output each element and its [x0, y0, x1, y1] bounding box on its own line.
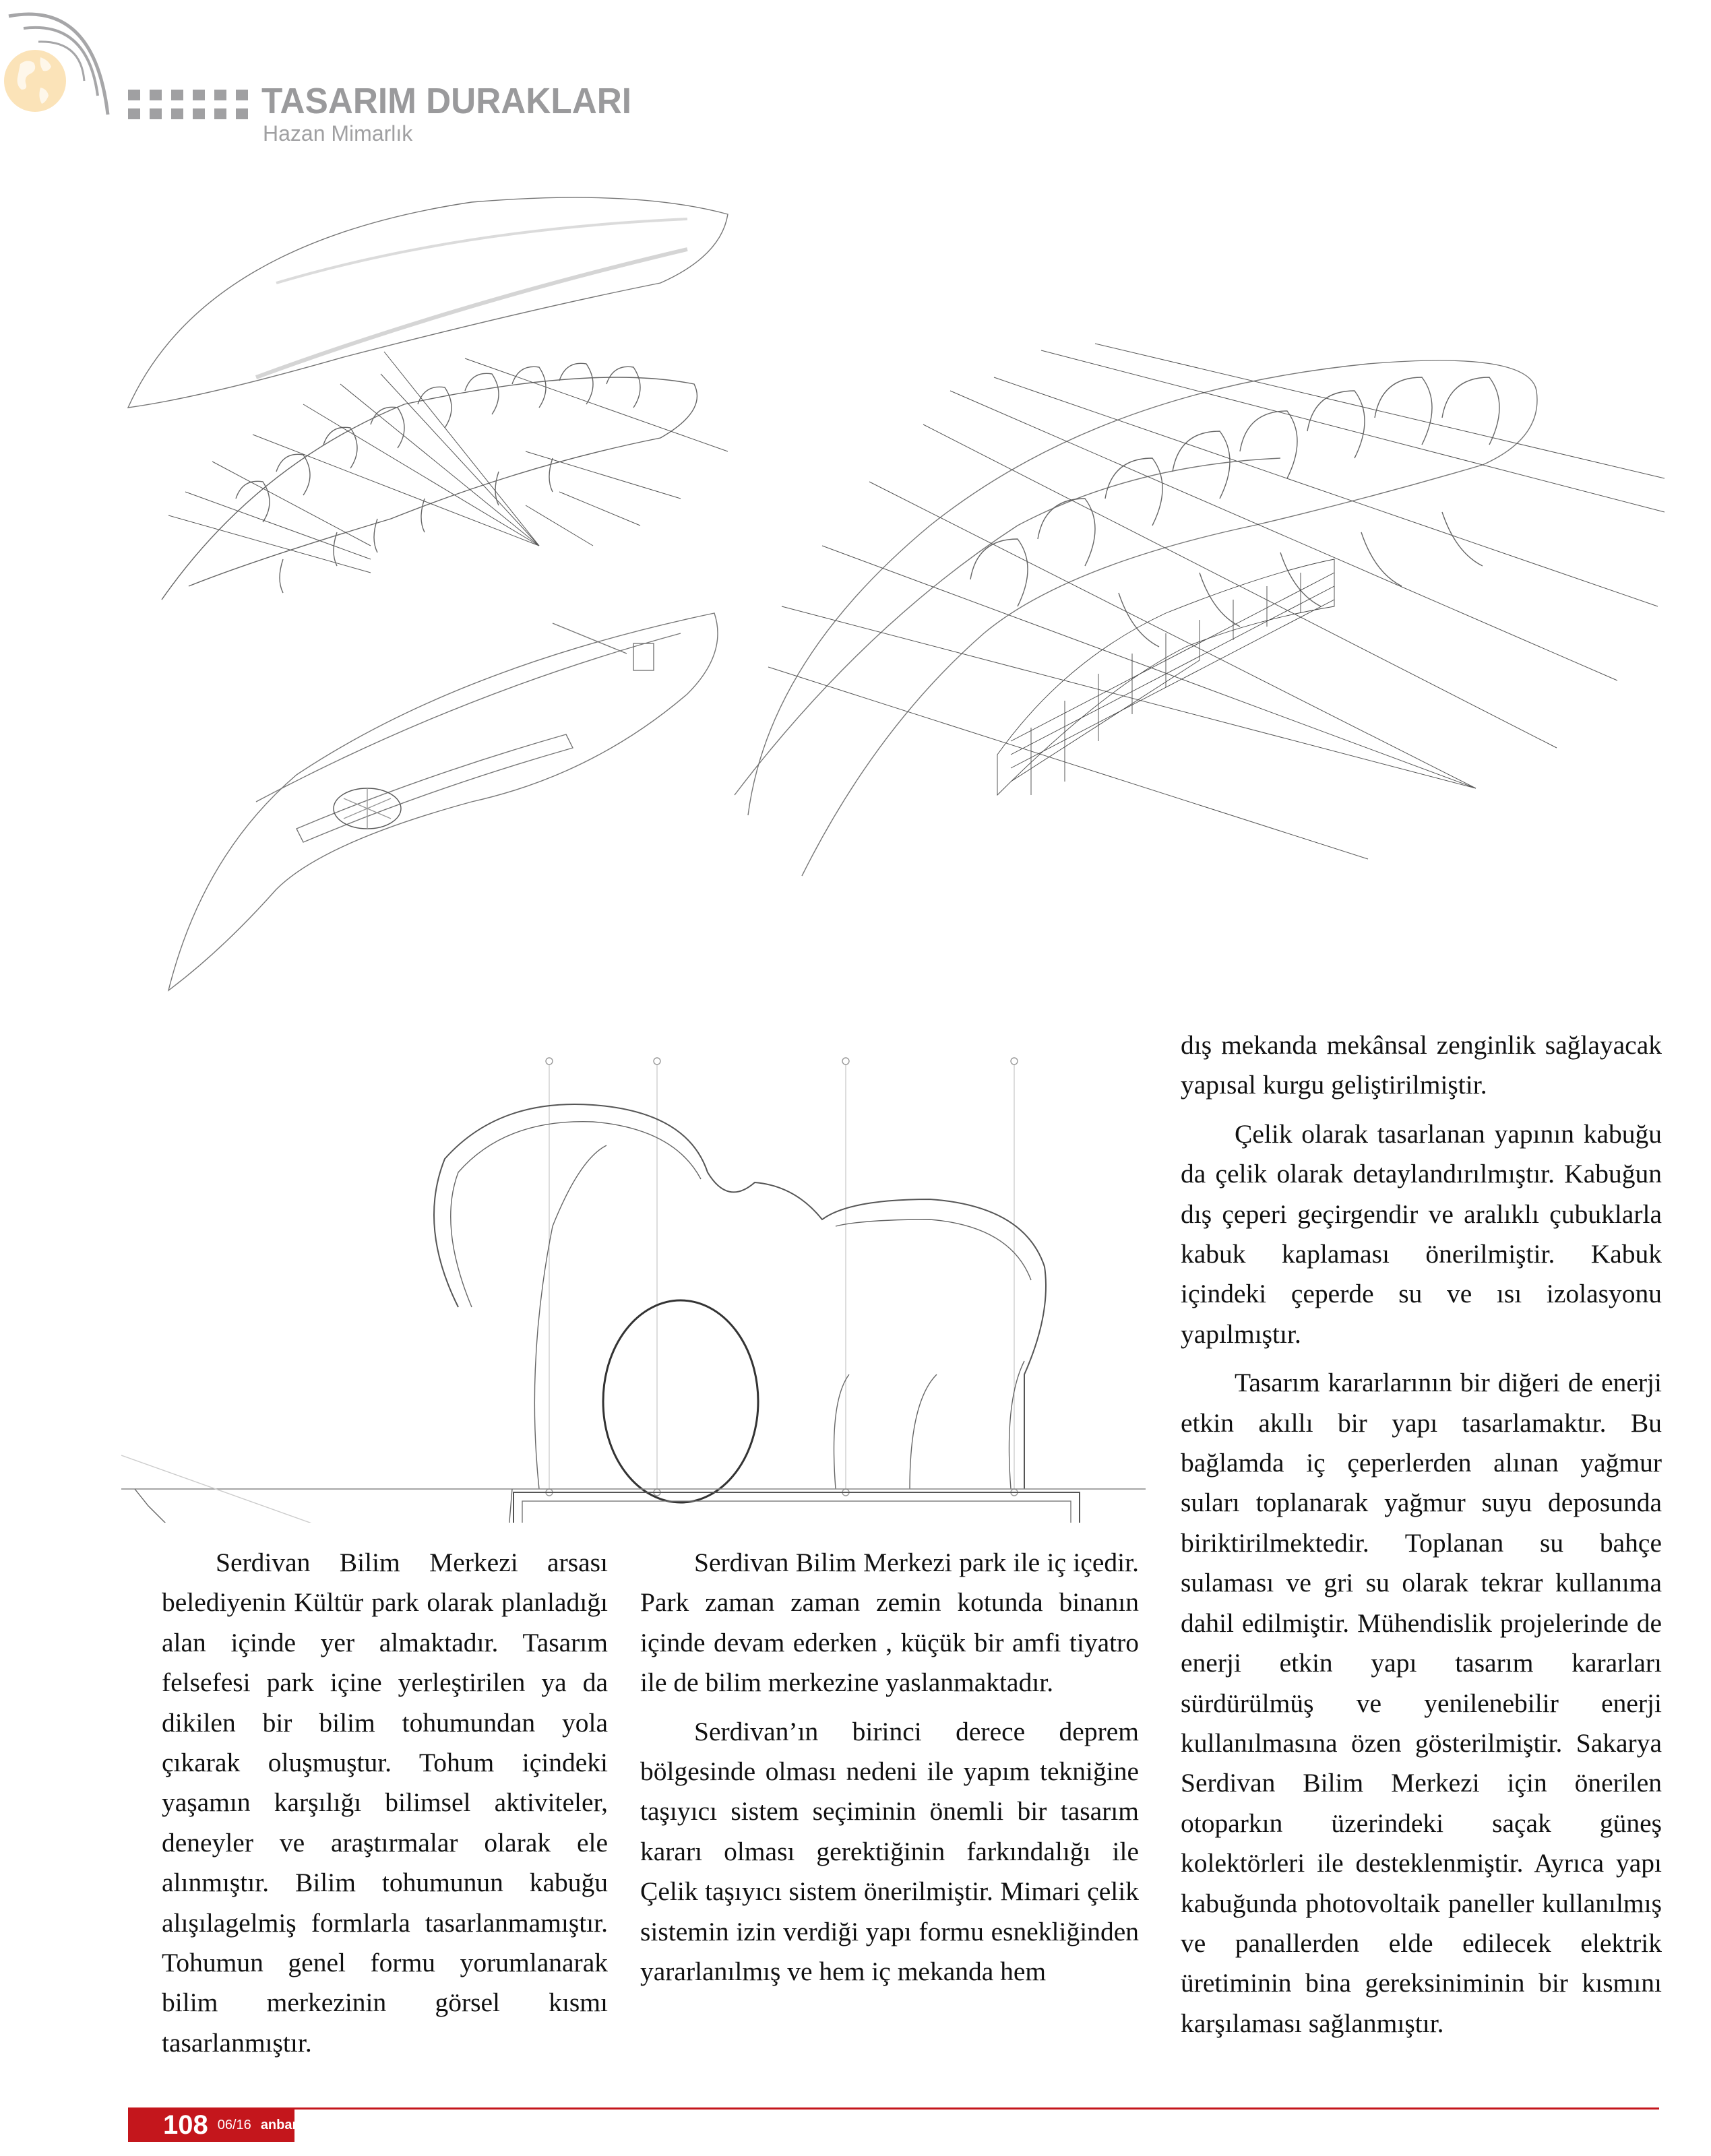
article-column-2 [640, 1543, 1139, 1992]
article-column-1 [162, 1543, 608, 2063]
issue-label: 06/16 [217, 2117, 251, 2132]
page-number: 108 [163, 2110, 208, 2140]
paragraph: Tasarım kararlarının bir diğeri de enerji etkin akıllı bir yapı tasarlamaktır. Bu bağlamda iç çeperlerden alınan yağmur suları toplanarak yağmur suyu deposunda biriktirilmektedir. Toplanan su bahçe sulaması ve gri su olarak tekrar kullanıma dahil edilmiştir. Mühendislik projelerinde de enerji etkin yapı tasarım kararları sürdürülmüş ve yenilenebilir enerji kullanılmasına özen gösterilmiştir. Sakarya Serdivan Bilim Merkezi için önerilen otoparkın üzerindeki saçak güneş kolektörleri ile desteklenmiştir. Ayrıca yapı kabuğunda photovoltaik paneller kullanılmış ve panallerden elde edilecek elektrik üretiminin bina gereksiniminin bir kısmını karşılaması sağlanmıştır. [1181, 1368, 1662, 2038]
globe-with-signal-arcs-icon [0, 0, 121, 121]
logo [0, 0, 121, 121]
section-subtitle: Hazan Mimarlık [263, 121, 413, 146]
paragraph: Serdivan’ın birinci derece deprem bölgesinde olması nedeni ile yapım tekniğine taşıyıcı sistem seçiminin önemli bir tasarım kararı olması gerektiğinin farkındalığı ile Çelik taşıyıcı sistem önerilmiştir. Mimari çelik sistemin izin verdiği yapı formu esnekliğinden yararlanılmış ve hem iç mekanda hem [640, 1716, 1139, 1987]
paragraph: Serdivan Bilim Merkezi arsası belediyenin Kültür park olarak planladığı alan içinde yer almaktadır. Tasarım felsefesi park içine yerleştirilen ya da dikilen bir bilim tohumundan yola çıkarak oluşmuştur. Tohum içindeki yaşamın karşılığı bilimsel aktiviteler, deneyler ve araştırmalar olarak ele alınmıştır. Bilim tohumunun kabuğu alışılagelmiş formlarla tasarlanmamıştır. Tohumun genel formu yorumlanarak bilim merkezinin görsel kısmı tasarlanmıştır. [162, 1548, 608, 2058]
paragraph: dış mekanda mekânsal zenginlik sağlayacak yapısal kurgu geliştirilmiştir. [1181, 1030, 1662, 1100]
publication-name: anbarapor [260, 2117, 327, 2132]
assembled-axonometric-drawing [728, 323, 1685, 889]
paragraph: Çelik olarak tasarlanan yapının kabuğu da çelik olarak detaylandırılmıştır. Kabuğun dış çeperi geçirgendir ve aralıklı çubuklarla kabuk kaplaması önerilmiştir. Kabuk içindeki çeperde su ve ısı izolasyonu yapılmıştır. [1181, 1118, 1662, 1349]
footer-tab [128, 2108, 327, 2142]
article-column-3 [1181, 1025, 1662, 2043]
building-section-drawing [121, 1024, 1146, 1523]
exploded-axonometric-drawing [121, 182, 795, 997]
header-block-pattern [128, 90, 252, 121]
section-title: TASARIM DURAKLARI [261, 81, 632, 121]
paragraph: Serdivan Bilim Merkezi park ile iç içedir. Park zaman zaman zemin kotunda binanın içinde devam ederken , küçük bir amfi tiyatro ile de bilim merkezine yaslanmaktadır. [640, 1548, 1139, 1698]
footer-rule [128, 2107, 1659, 2110]
